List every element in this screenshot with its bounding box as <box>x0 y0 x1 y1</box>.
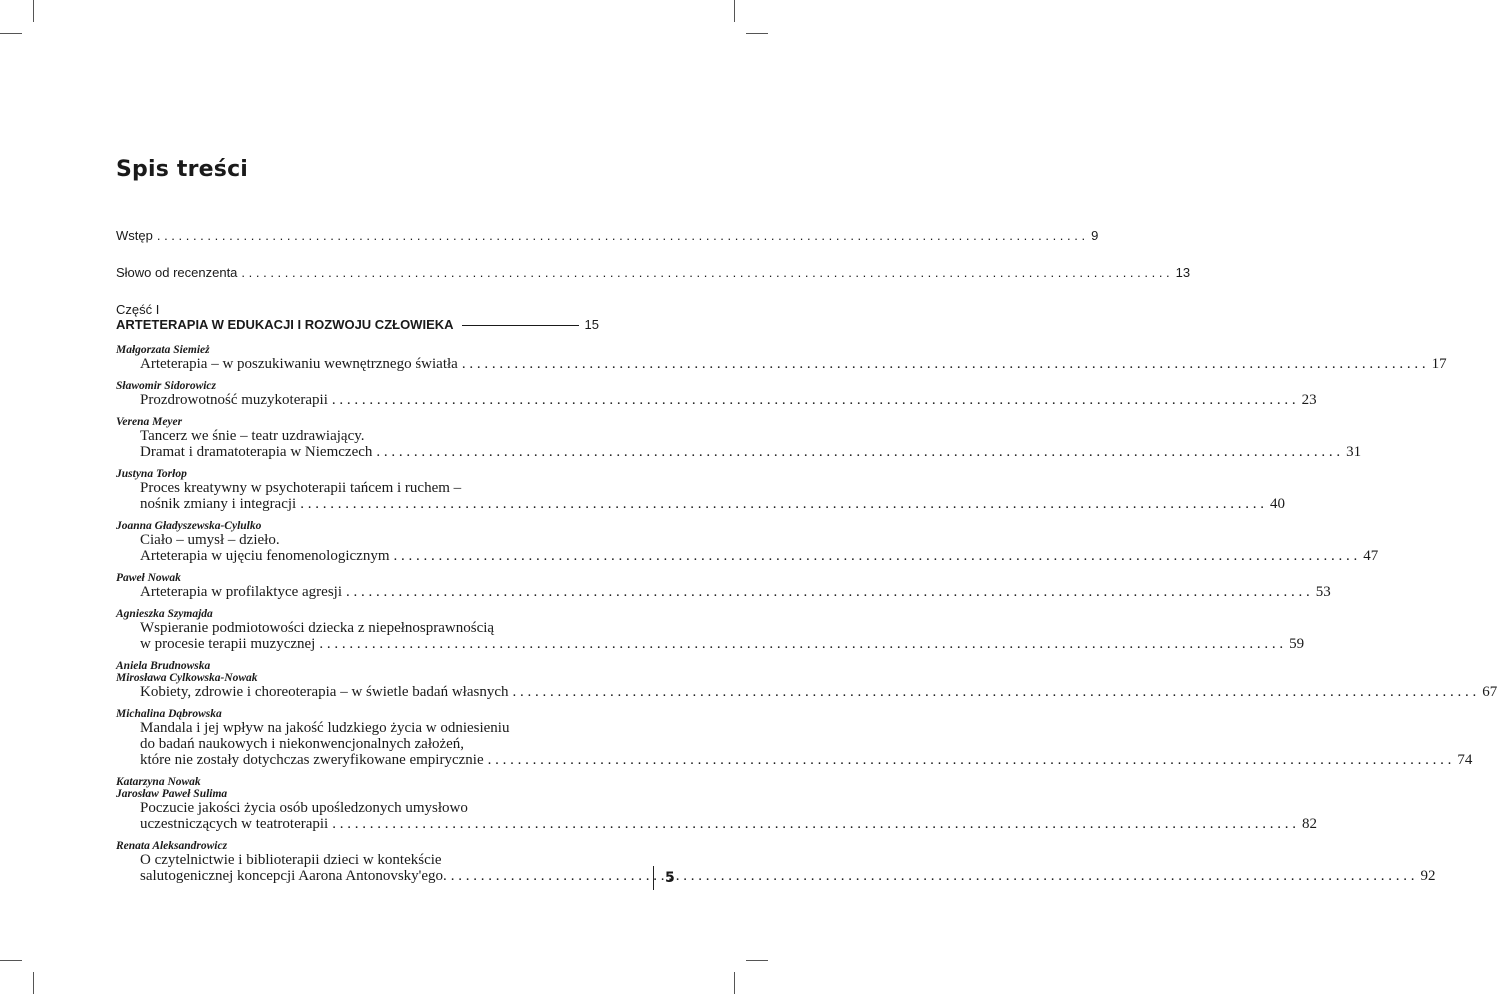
entry-title-line: Tancerz we śnie – teatr uzdrawiający. <box>140 428 365 444</box>
entry-title-last-line <box>116 444 1362 460</box>
toc-entry[interactable] <box>116 776 1317 832</box>
entry-title-text: które nie zostały dotychczas zweryfikowane empirycznie <box>140 752 484 768</box>
part-heading <box>116 302 599 332</box>
entry-title-last-line <box>116 684 1497 700</box>
dot-leader <box>458 356 1426 372</box>
entry-title-last-line <box>116 816 1317 832</box>
front-matter-title: Słowo od recenzenta <box>116 265 238 280</box>
entry-page-number: 47 <box>1363 548 1379 564</box>
entry-title-last-line <box>116 356 1447 372</box>
entry-page-number: 31 <box>1346 444 1362 460</box>
front-matter-page: 9 <box>1091 228 1099 243</box>
entry-title-last-line <box>116 548 1379 564</box>
entry-author: Joanna Gładyszewska-Cylulko <box>116 520 262 532</box>
entry-title-line: Mandala i jej wpływ na jakość ludzkiego życia w odniesieniu <box>140 720 510 736</box>
entry-author: Michalina Dąbrowska <box>116 708 222 720</box>
dot-leader <box>315 636 1283 652</box>
entry-title-line: Wspieranie podmiotowości dziecka z niepełnosprawnością <box>140 620 495 636</box>
front-matter-title: Wstęp <box>116 228 153 243</box>
front-matter-item[interactable] <box>116 228 1099 243</box>
crop-mark-bottom-right-vertical <box>734 972 735 994</box>
entry-title-text: Dramat i dramatoterapia w Niemczech <box>140 444 373 460</box>
front-matter-page: 13 <box>1175 265 1191 280</box>
entry-title-text: w procesie terapii muzycznej <box>140 636 316 652</box>
crop-mark-top-left-horizontal <box>0 33 22 34</box>
toc-entry[interactable] <box>116 468 1285 512</box>
dot-leader <box>328 392 1296 408</box>
entry-page-number: 53 <box>1315 584 1331 600</box>
entry-author: Verena Meyer <box>116 416 183 428</box>
entry-title-text: Prozdrowotność muzykoterapii <box>140 392 328 408</box>
toc-entry[interactable] <box>116 840 1436 884</box>
toc-entry[interactable] <box>116 572 1331 600</box>
entry-title-text: Arteterapia w ujęciu fenomenologicznym <box>140 548 390 564</box>
toc-entries <box>116 344 1497 884</box>
dot-leader <box>508 684 1476 700</box>
crop-mark-top-right-vertical <box>734 0 735 22</box>
entry-author: Katarzyna Nowak <box>116 776 201 788</box>
toc-entry[interactable] <box>116 416 1362 460</box>
entry-author: Mirosława Cylkowska-Nowak <box>116 672 258 684</box>
entry-page-number: 67 <box>1482 684 1497 700</box>
entry-title-last-line <box>116 636 1305 652</box>
entry-author: Justyna Torłop <box>116 468 187 480</box>
toc-entry[interactable] <box>116 608 1305 652</box>
entry-title-line: Poczucie jakości życia osób upośledzonych umysłowo <box>140 800 468 816</box>
entry-title-last-line <box>116 392 1317 408</box>
entry-page-number: 17 <box>1431 356 1447 372</box>
entry-title-last-line <box>116 496 1285 512</box>
crop-mark-top-left-vertical <box>33 0 34 22</box>
dot-leader <box>328 816 1296 832</box>
crop-mark-bottom-left-horizontal <box>0 960 22 961</box>
toc-entry[interactable] <box>116 344 1447 372</box>
crop-mark-bottom-left-vertical <box>33 972 34 994</box>
entry-title-line: Proces kreatywny w psychoterapii tańcem i ruchem – <box>140 480 462 496</box>
entry-page-number: 92 <box>1420 868 1436 884</box>
entry-page-number: 59 <box>1289 636 1305 652</box>
entry-page-number: 82 <box>1301 816 1317 832</box>
entry-title-line: do badań naukowych i niekonwencjonalnych założeń, <box>140 736 465 752</box>
front-matter <box>116 228 1191 280</box>
entry-title-text: Kobiety, zdrowie i choreoterapia – w świetle badań własnych <box>140 684 509 700</box>
page-number-rule <box>653 866 654 890</box>
crop-mark-top-right-horizontal <box>746 33 768 34</box>
toc-entry[interactable] <box>116 380 1317 408</box>
entry-title-line: O czytelnictwie i biblioterapii dzieci w kontekście <box>140 852 442 868</box>
dot-leader <box>342 584 1310 600</box>
page-title: Spis treści <box>116 157 249 182</box>
entry-author: Agnieszka Szymajda <box>116 608 213 620</box>
page-number: 5 <box>665 870 675 886</box>
entry-title-text: Arteterapia – w poszukiwaniu wewnętrznego światła <box>140 356 458 372</box>
entry-page-number: 23 <box>1301 392 1317 408</box>
entry-page-number: 74 <box>1457 752 1473 768</box>
crop-mark-bottom-right-horizontal <box>746 960 768 961</box>
table-of-contents <box>116 228 1497 884</box>
dot-leader <box>153 228 1085 243</box>
entry-title-last-line <box>116 868 1436 884</box>
entry-title-last-line <box>116 752 1473 768</box>
part-label: Część I <box>116 302 160 317</box>
entry-title-last-line <box>116 584 1331 600</box>
entry-author: Aniela Brudnowska <box>116 660 211 672</box>
entry-title-line: Ciało – umysł – dzieło. <box>140 532 280 548</box>
dot-leader <box>447 868 1415 884</box>
dot-leader <box>390 548 1358 564</box>
toc-entry[interactable] <box>116 708 1473 768</box>
entry-title-text: salutogenicznej koncepcji Aarona Antonovsky'ego. <box>140 868 447 884</box>
part-title-rule <box>462 325 579 326</box>
entry-author: Sławomir Sidorowicz <box>116 380 217 392</box>
entry-title-text: Arteterapia w profilaktyce agresji <box>140 584 342 600</box>
part-title: ARTETERAPIA W EDUKACJI I ROZWOJU CZŁOWIEKA <box>116 317 454 332</box>
entry-author: Jarosław Paweł Sulima <box>116 788 228 800</box>
dot-leader <box>484 752 1452 768</box>
part-title-line <box>116 317 599 332</box>
toc-entry[interactable] <box>116 520 1379 564</box>
dot-leader <box>296 496 1264 512</box>
toc-entry[interactable] <box>116 660 1497 700</box>
dot-leader <box>372 444 1340 460</box>
entry-title-text: uczestniczących w teatroterapii <box>140 816 329 832</box>
entry-author: Paweł Nowak <box>116 572 181 584</box>
entry-author: Renata Aleksandrowicz <box>116 840 228 852</box>
entry-author: Małgorzata Siemież <box>116 344 210 356</box>
dot-leader <box>237 265 1169 280</box>
entry-title-text: nośnik zmiany i integracji <box>140 496 297 512</box>
part-page-number: 15 <box>584 317 599 332</box>
front-matter-item[interactable] <box>116 265 1191 280</box>
entry-page-number: 40 <box>1269 496 1285 512</box>
